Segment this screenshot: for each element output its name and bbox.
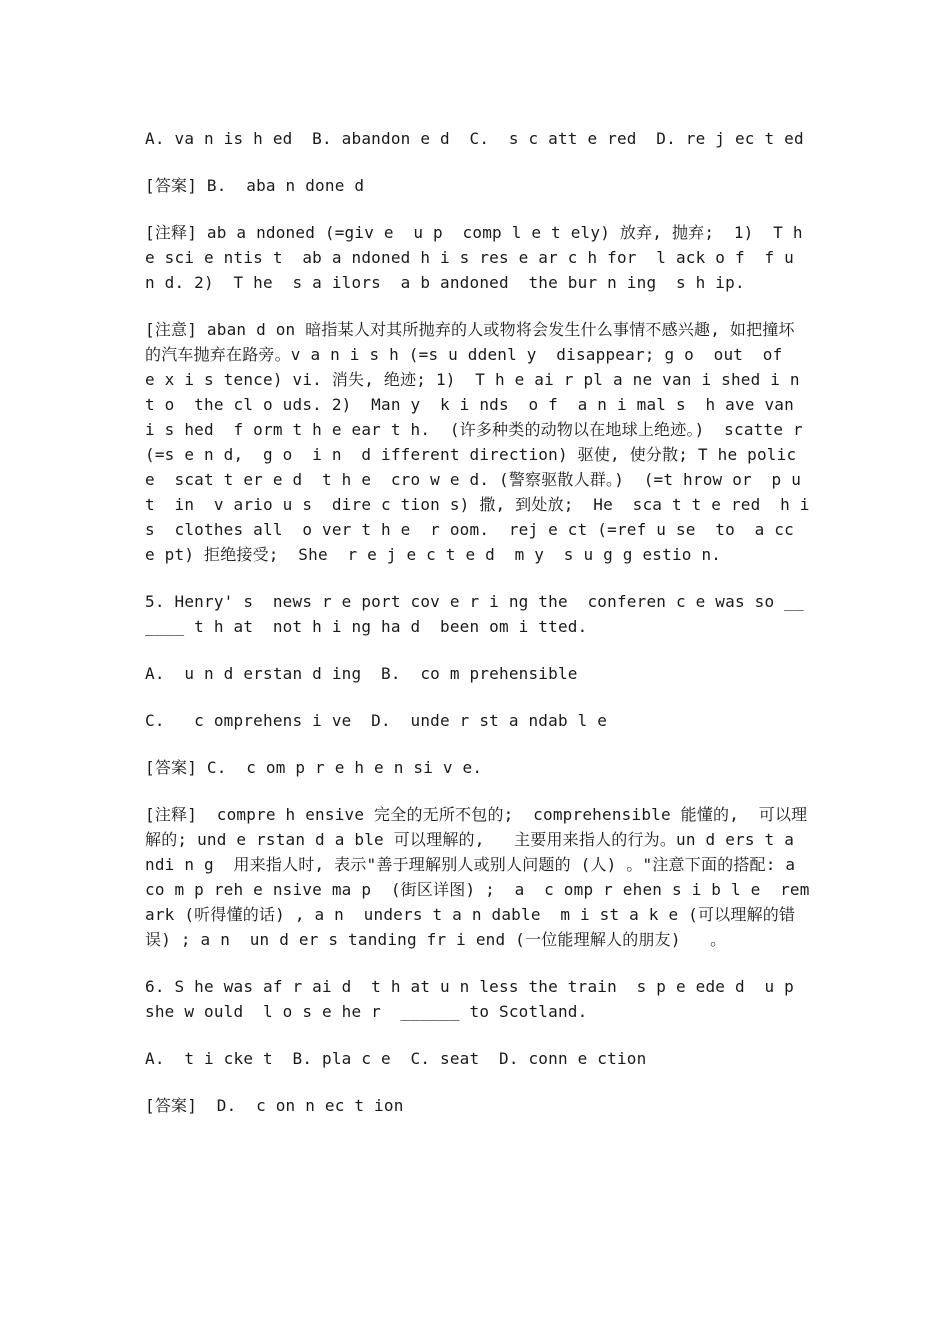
question-5-options-cd: C. c omprehens i ve D. unde r st a ndab l e	[145, 711, 608, 730]
question-4-options: A. va n is h ed B. abandon e d C. s c att e red D. re j ec t ed	[145, 129, 804, 148]
question-6-options: A. t i cke t B. pla c e C. seat D. conn e ction	[145, 1049, 647, 1068]
question-5-stem: 5. Henry' s news r e port cov e r i ng the conferen c e was so ______ t h at not h i ng ha d been om i tted.	[145, 592, 804, 636]
question-5-options-ab: A. u n d erstan d ing B. co m prehensible	[145, 664, 578, 683]
question-5-note: [注释] compre h ensive 完全的无所不包的; comprehensible 能懂的, 可以理解的; und e rstan d a ble 可以理解的, 主要用来指人的行为。un d ers t a ndi n g 用来指人时, 表示"善于理解别人或别人问题的 (人) 。"注意下面的搭配: a co m p reh e nsive ma p (街区详图) ; a c omp r ehen s i b l e remark (听得懂的话) , a n unders t a n dable m i st a k e (可以理解的错误) ; a n un d er s tanding fr i end (一位能理解人的朋友) 。	[145, 805, 815, 949]
question-4-answer: [答案] B. aba n done d	[145, 176, 365, 195]
question-5-answer: [答案] C. c om p r e h e n si v e.	[145, 758, 483, 777]
question-6-stem: 6. S he was af r ai d t h at u n less the train s p e ede d u p she w ould l o s e he r ______ to Scotland.	[145, 977, 814, 1021]
question-4-usage: [注意] aban d on 暗指某人对其所抛弃的人或物将会发生什么事情不感兴趣, 如把撞坏的汽车抛弃在路旁。v a n i s h (=s u ddenl y disappear; g o out of e x i s tence) vi. 消失, 绝迹; 1) T h e ai r pl a ne van i shed i n t o the cl o uds. 2) Man y k i nds o f a n i mal s h ave van i s hed f orm t h e ear t h. (许多种类的动物以在地球上绝迹。) scatte r (=s e n d, g o i n d ifferent direction) 驱使, 使分散; T he polic e scat t er e d t h e cro w e d. (警察驱散人群。) (=t hrow or p u t in v ario u s dire c tion s) 撒, 到处放; He sca t t e red h i s clothes all o ver t h e r oom. rej e ct (=ref u se to a cc e pt) 拒绝接受; She r e j e c t e d m y s u g g estio n.	[145, 320, 820, 564]
question-6-answer: [答案] D. c on n ec t ion	[145, 1096, 404, 1115]
question-4-note: [注释] ab a ndoned (=giv e u p comp l e t ely) 放弃, 抛弃; 1) T h e sci e ntis t ab a ndoned h i s res e ar c h for l ack o f f u n d. 2) T he s a ilors a b andoned the bur n ing s h ip.	[145, 223, 813, 292]
document-page	[145, 126, 820, 1140]
